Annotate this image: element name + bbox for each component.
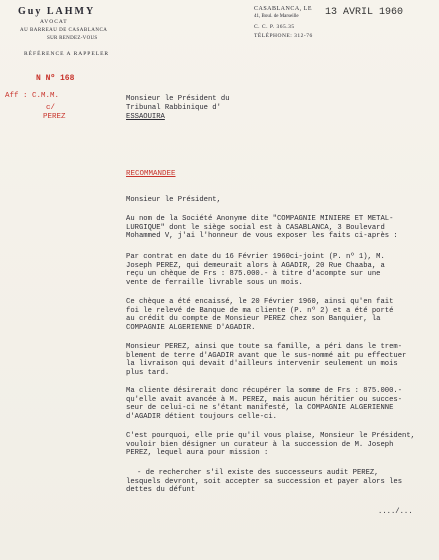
registered-mail-stamp: RECOMMANDEE — [126, 170, 176, 178]
paragraph-1-line: LURGIQUE" dont le siège social est à CASABLANCA, 3 Boulevard — [126, 223, 385, 232]
paragraph-2-line: vente de ferraille livrable sous un mois. — [126, 278, 303, 287]
paragraph-7-line: dettes du défunt — [126, 486, 196, 495]
paragraph-2-line: reçu un chèque de Frs : 875.000.- à titre d'acompte sur une — [126, 270, 381, 279]
paragraph-7-line: lesquels devront, soit accepter sa succession et payer alors les — [126, 477, 403, 486]
paragraph-5-line: Ma cliente désirerait donc récupérer la somme de Frs : 875.000.- — [126, 387, 403, 395]
city-label: CASABLANCA, LE — [254, 6, 313, 12]
lawyer-bar: AU BARREAU DE CASABLANCA — [20, 28, 108, 33]
paragraph-4-line: plus tard. — [126, 368, 170, 377]
affair-label: Aff : C.M.M. — [5, 92, 60, 100]
affair-party: PEREZ — [43, 113, 66, 121]
affair-against: c/ — [46, 104, 56, 112]
recipient-line-1: Monsieur le Président du — [126, 95, 230, 103]
paragraph-3-line: Ce chèque a été encaissé, le 20 Février 1960, ainsi qu'en fait — [126, 298, 394, 306]
paragraph-7-line: - de rechercher s'il existe des successeurs audit PEREZ, — [137, 469, 379, 477]
paragraph-4-line: Monsieur PEREZ, ainsi que toute sa famille, a péri dans le trem- — [126, 343, 403, 351]
paragraph-2-line: Par contrat en date du 16 Février 1960ci-joint (P. nº 1), M. — [126, 253, 385, 261]
paragraph-3-line: COMPAGNIE ALGERIENNE D'AGADIR. — [126, 323, 256, 332]
continuation-mark: ..../... — [378, 508, 413, 516]
paragraph-1-line: Mohammed V, j'ai l'honneur de vous exposer les faits ci-après : — [126, 232, 398, 241]
paragraph-1-line: Au nom de la Société Anonyme dite "COMPAGNIE MINIERE ET METAL- — [126, 215, 394, 223]
reference-number: N Nº 168 — [36, 74, 75, 83]
lawyer-title: AVOCAT — [40, 19, 68, 25]
paragraph-4-line: la livraison qui devait d'ailleurs intervenir seulement un mois — [126, 360, 398, 369]
reference-label: RÉFÉRENCE A RAPPELER — [24, 51, 110, 57]
letter-date: 13 AVRIL 1960 — [325, 7, 404, 18]
paragraph-6-line: C'est pourquoi, elle prie qu'il vous plaise, Monsieur le Président, — [126, 432, 415, 440]
phone-number: TÉLÉPHONE: 312-76 — [254, 33, 313, 39]
recipient-line-3: ESSAOUIRA — [126, 113, 165, 121]
paragraph-3-line: foi le relevé de Banque de ma cliente (P. nº 2) et a été porté — [126, 306, 394, 315]
paragraph-6-line: vouloir bien désigner un curateur à la succession de M. Joseph — [126, 440, 394, 449]
office-address: 41, Boul. de Marseille — [254, 14, 299, 19]
paragraph-2-line: Joseph PEREZ, qui demeurait alors à AGADIR, 20 Rue Chaaba, a — [126, 261, 385, 270]
paragraph-4-line: blement de terre d'AGADIR avant que le sus-nommé ait pu effectuer — [126, 351, 407, 360]
recipient-line-2: Tribunal Rabbinique d' — [126, 104, 221, 112]
paragraph-5-line: qu'elle avait avancée à M. PEREZ, mais aucun héritier ou succes- — [126, 395, 403, 404]
appointment-note: SUR RENDEZ-VOUS — [47, 36, 98, 41]
paragraph-3-line: au crédit du compte de Monsieur PEREZ chez son Banquier, la — [126, 315, 381, 324]
salutation: Monsieur le Président, — [126, 196, 221, 204]
ccp-number: C. C. P. 365.35 — [254, 24, 295, 30]
paragraph-5-line: d'AGADIR détient toujours celle-ci. — [126, 412, 277, 421]
lawyer-name: Guy LAHMY — [18, 6, 96, 17]
paragraph-6-line: PEREZ, lequel aura pour mission : — [126, 449, 269, 458]
paragraph-5-line: seur de celui-ci ne s'étant manifesté, la COMPAGNIE ALGERIENNE — [126, 404, 394, 413]
